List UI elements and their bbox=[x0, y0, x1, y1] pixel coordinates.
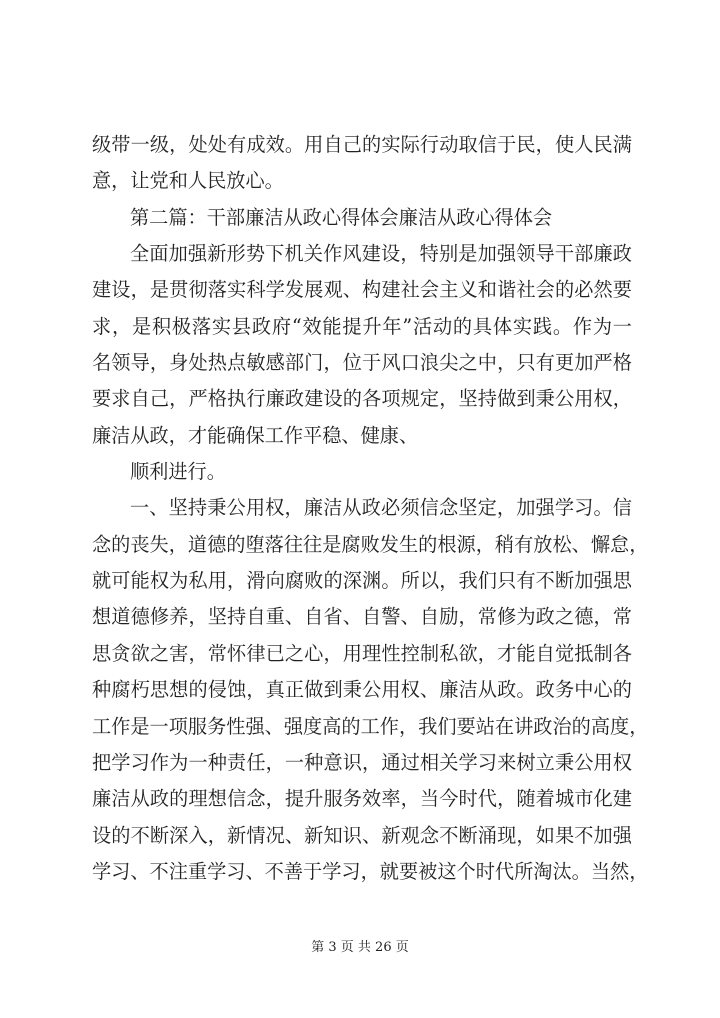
text-line: 名领导，身处热点敏感部门，位于风口浪尖之中，只有更加严格 bbox=[92, 351, 632, 375]
text-line: 一、坚持秉公用权，廉洁从政必须信念坚定，加强学习。信 bbox=[130, 496, 632, 520]
text-line: 念的丧失，道德的堕落往往是腐败发生的根源，稍有放松、懈怠， bbox=[92, 532, 649, 556]
section-heading: 第二篇：干部廉洁从政心得体会廉洁从政心得体会 bbox=[130, 205, 553, 229]
text-line: 求，是积极落实县政府“效能提升年”活动的具体实践。作为一 bbox=[92, 314, 632, 338]
text-line: 想道德修养，坚持自重、自省、自警、自励，常修为政之德，常 bbox=[92, 605, 632, 629]
text-line: 就可能权为私用，滑向腐败的深渊。所以，我们只有不断加强思 bbox=[92, 569, 632, 593]
text-line: 顺利进行。 bbox=[130, 460, 226, 484]
text-line: 要求自己，严格执行廉政建设的各项规定，坚持做到秉公用权， bbox=[92, 387, 632, 411]
page-number-footer: 第 3 页 共 26 页 bbox=[311, 940, 409, 955]
text-line: 学习、不注重学习、不善于学习，就要被这个时代所淘汰。当然， bbox=[92, 859, 649, 883]
text-line: 建设，是贯彻落实科学发展观、构建社会主义和谐社会的必然要 bbox=[92, 278, 632, 302]
text-line: 意，让党和人民放心。 bbox=[92, 169, 284, 193]
text-line: 廉洁从政，才能确保工作平稳、健康、 bbox=[92, 423, 419, 447]
text-line: 级带一级，处处有成效。用自己的实际行动取信于民，使人民满 bbox=[92, 133, 632, 156]
text-line: 种腐朽思想的侵蚀，真正做到秉公用权、廉洁从政。政务中心的 bbox=[92, 678, 632, 702]
text-line: 思贪欲之害，常怀律已之心，用理性控制私欲，才能自觉抵制各 bbox=[92, 641, 632, 665]
document-body bbox=[92, 127, 649, 890]
text-line: 工作是一项服务性强、强度高的工作，我们要站在讲政治的高度， bbox=[92, 714, 649, 738]
text-line: 把学习作为一种责任，一种意识，通过相关学习来树立秉公用权 bbox=[92, 750, 632, 774]
text-line: 全面加强新形势下机关作风建设，特别是加强领导干部廉政 bbox=[130, 242, 632, 266]
text-line: 设的不断深入，新情况、新知识、新观念不断涌现，如果不加强 bbox=[92, 823, 632, 847]
text-line: 廉洁从政的理想信念，提升服务效率，当今时代，随着城市化建 bbox=[92, 787, 632, 811]
